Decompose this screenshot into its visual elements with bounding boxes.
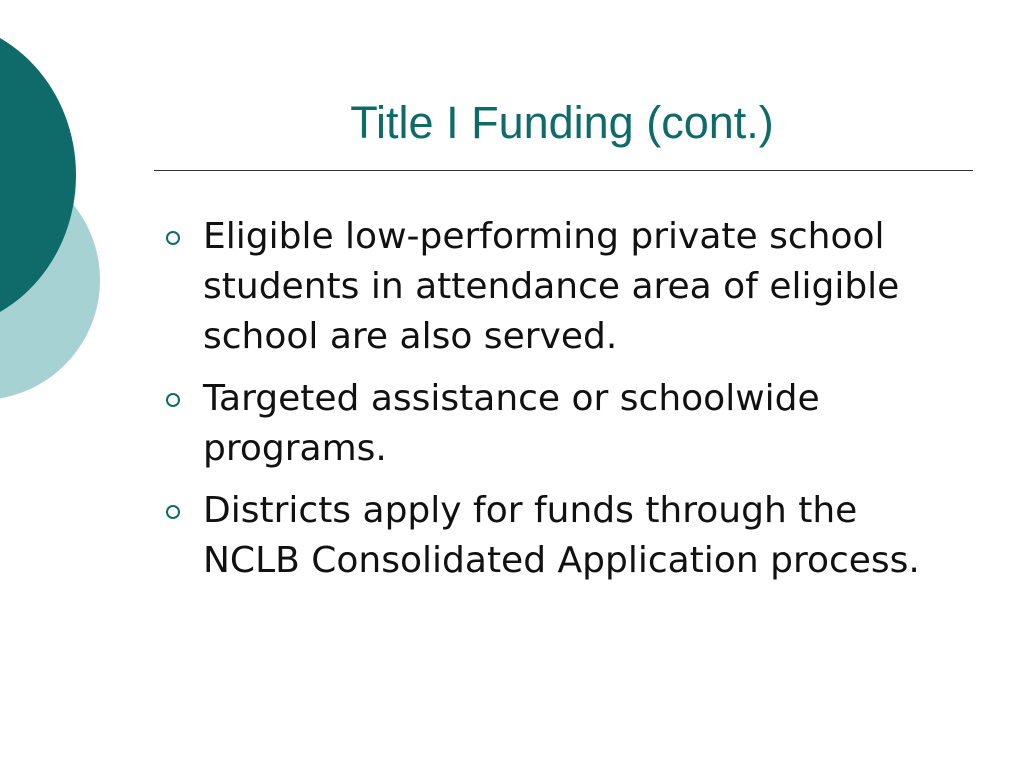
bullet-text: Eligible low-performing private school students in attendance area of eligible school are also served.: [203, 216, 900, 357]
bullet-list: [160, 212, 960, 598]
circle-bullet-icon: [166, 505, 180, 519]
circle-bullet-icon: [166, 393, 180, 407]
slide-title: Title I Funding (cont.): [350, 97, 774, 148]
bullet-text: Targeted assistance or schoolwide programs.: [203, 378, 820, 469]
bullet-text: Districts apply for funds through the NCLB Consolidated Application process.: [203, 490, 920, 581]
bullet-item: [160, 212, 960, 362]
bullet-item: [160, 374, 960, 474]
bullet-item: [160, 486, 960, 586]
title-divider: [154, 170, 973, 171]
circle-bullet-icon: [166, 231, 180, 245]
